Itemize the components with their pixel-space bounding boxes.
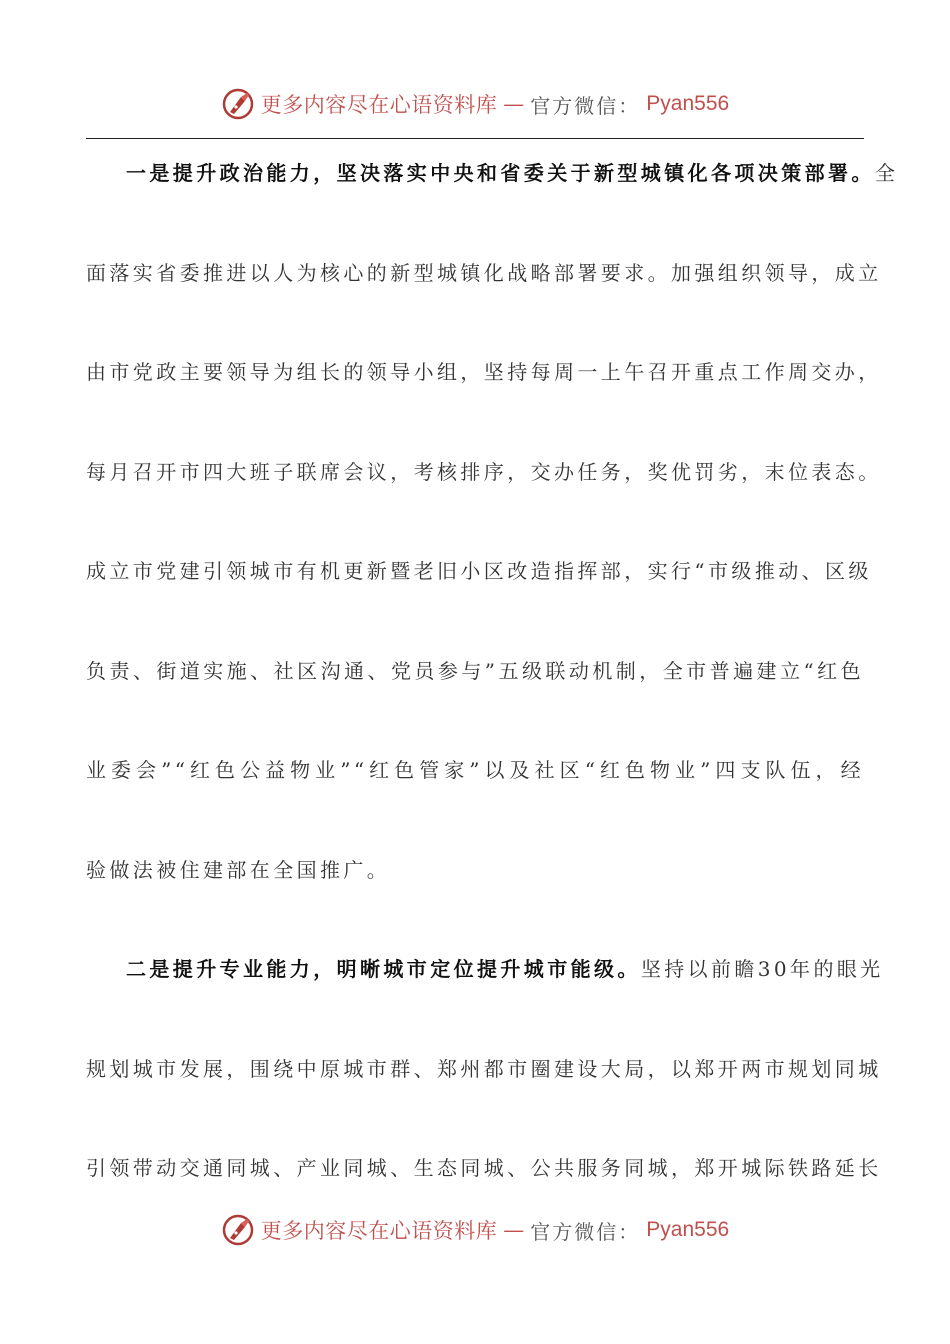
pen-nib-logo-icon [221,1213,255,1247]
document-body [86,148,899,1243]
footer-watermark-brand: 更多内容尽在心语资料库 [260,1219,498,1243]
paragraph-1-heading: 一是提升政治能力，坚决落实中央和省委关于新型城镇化各项决策部署。 [126,161,875,185]
paragraph-1-line-3: 由市党政主要领导为组长的领导小组，坚持每周一上午召开重点工作周交办， [86,360,882,384]
watermark-brand: 更多内容尽在心语资料库 [260,93,498,117]
paragraph-1-line-5: 成立市党建引领城市有机更新暨老旧小区改造指挥部，实行“市级推动、区级 [86,559,872,583]
paragraph-1-line-6: 负责、街道实施、社区沟通、党员参与”五级联动机制，全市普遍建立“红色 [86,658,864,683]
header-watermark [0,84,950,124]
footer-watermark [0,1210,950,1250]
paragraph-1-line-7: 业委会”“红色公益物业”“红色管家”以及社区“红色物业”四支队伍，经 [86,758,864,782]
footer-watermark-official-label: 官方微信： [530,1219,641,1244]
watermark-official-label: 官方微信： [530,93,641,118]
paragraph-2-line-2: 规划城市发展，围绕中原城市群、郑州都市圈建设大局，以郑开两市规划同城 [86,1056,882,1081]
paragraph-2-line-1 [86,944,884,1044]
paragraph-1-line-2: 面落实省委推进以人为核心的新型城镇化战略部署要求。加强组织领导，成立 [86,260,882,285]
watermark-separator: — [503,92,525,116]
header-divider [86,138,864,139]
pen-nib-logo-icon [221,87,255,121]
paragraph-1-line-1 [86,148,899,248]
paragraph-1-line-8: 验做法被住建部在全国推广。 [86,857,391,882]
watermark-wechat-id: Pyan556 [646,92,730,115]
paragraph-2-line-1-text: 坚持以前瞻30年的眼光 [640,957,884,981]
paragraph-2-heading: 二是提升专业能力，明晰城市定位提升城市能级。 [126,957,641,981]
footer-watermark-wechat-id: Pyan556 [646,1218,730,1241]
paragraph-1-line-4: 每月召开市四大班子联席会议，考核排序，交办任务，奖优罚劣，末位表态。 [86,459,882,484]
paragraph-2-line-3: 引领带动交通同城、产业同城、生态同城、公共服务同城，郑开城际铁路延长 [86,1156,882,1180]
footer-watermark-separator: — [503,1218,525,1242]
paragraph-1-line-1-text: 全 [874,161,899,185]
